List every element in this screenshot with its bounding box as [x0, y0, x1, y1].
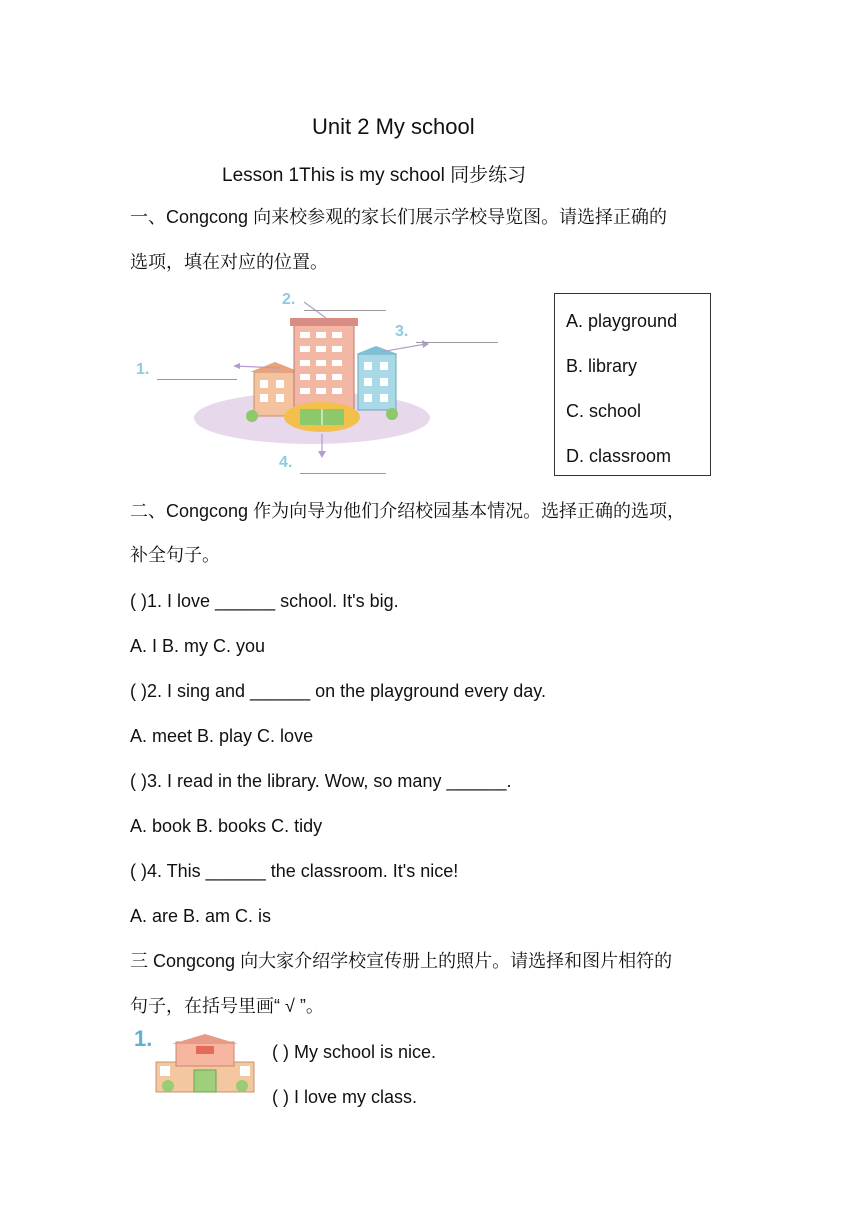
school-gate-picture	[152, 1032, 258, 1096]
answer-blank-1[interactable]	[157, 379, 237, 380]
map-label-1: 1.	[136, 361, 150, 378]
question-4-choices: A. are B. am C. is	[130, 906, 272, 926]
question-4-stem: ( )4. This ______ the classroom. It's nice!	[130, 861, 459, 881]
question-3-stem: ( )3. I read in the library. Wow, so many ______.	[130, 771, 512, 791]
school-building-drawing	[130, 288, 510, 478]
answer-blank-4[interactable]	[300, 473, 386, 474]
map-label-2: 2.	[282, 291, 296, 308]
section2-instruction-line1: 二、Congcong 作为向导为他们介绍校园基本情况。选择正确的选项，	[130, 501, 686, 521]
section1-instruction-line1: 一、Congcong 向来校参观的家长们展示学校导览图。请选择正确的	[130, 207, 668, 227]
sentence-1: ( ) My school is nice.	[272, 1042, 437, 1062]
school-gate-drawing	[152, 1032, 258, 1096]
question-2-choices: A. meet B. play C. love	[130, 726, 314, 746]
option-a: A. playground	[566, 311, 678, 331]
map-label-3: 3.	[395, 323, 409, 340]
question-1-choices: A. I B. my C. you	[130, 636, 266, 656]
option-d: D. classroom	[566, 446, 672, 466]
map-label-4: 4.	[279, 454, 293, 471]
answer-blank-2[interactable]	[304, 310, 386, 311]
option-c: C. school	[566, 401, 642, 421]
section2-instruction-line2: 补全句子。	[130, 545, 220, 565]
picture-label-1: 1.	[134, 1026, 153, 1051]
option-b: B. library	[566, 356, 638, 376]
answer-blank-3[interactable]	[416, 342, 498, 343]
page-title: Unit 2 My school	[312, 114, 475, 139]
sentence-2: ( ) I love my class.	[272, 1087, 418, 1107]
lesson-subtitle: Lesson 1This is my school 同步练习	[222, 165, 527, 186]
section3-instruction-line2: 句子，在括号里画“ √ ”。	[130, 996, 324, 1016]
section1-instruction-line2: 选项，填在对应的位置。	[130, 252, 328, 272]
school-map-illustration	[130, 288, 510, 478]
section3-instruction-line1: 三 Congcong 向大家介绍学校宣传册上的照片。请选择和图片相符的	[130, 951, 673, 971]
options-box	[554, 293, 711, 476]
question-1-stem: ( )1. I love ______ school. It's big.	[130, 591, 399, 611]
question-2-stem: ( )2. I sing and ______ on the playground every day.	[130, 681, 546, 701]
question-3-choices: A. book B. books C. tidy	[130, 816, 323, 836]
